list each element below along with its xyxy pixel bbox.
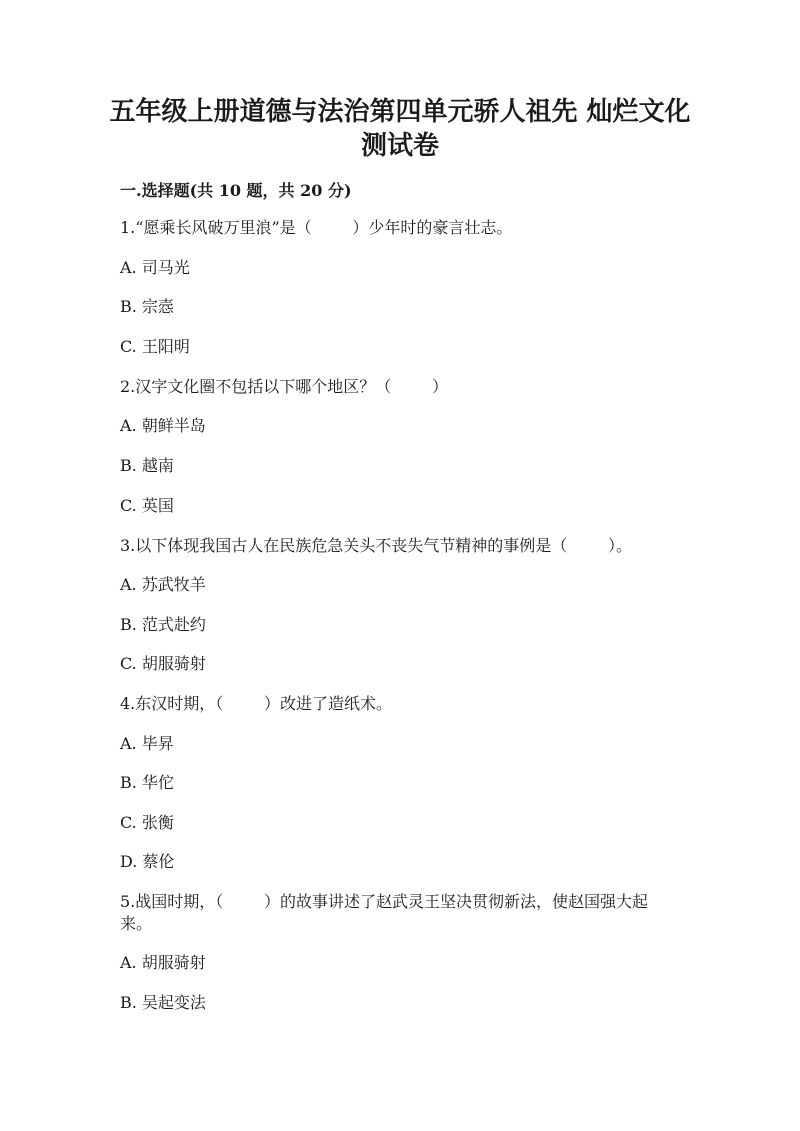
question-3-stem: 3.以下体现我国古人在民族危急关头不丧失气节精神的事例是（ ）。 bbox=[120, 536, 632, 555]
question-4-stem: 4.东汉时期，（ ）改进了造纸术。 bbox=[120, 694, 392, 713]
question-3-option-b: B. 范式赴约 bbox=[120, 615, 206, 634]
question-5-option-b: B. 吴起变法 bbox=[120, 993, 206, 1012]
section-heading: 一.选择题(共 10 题，共 20 分) bbox=[120, 181, 352, 200]
question-1-option-b: B. 宗悫 bbox=[120, 297, 174, 316]
question-4-option-c: C. 张衡 bbox=[120, 813, 174, 832]
question-1-option-c: C. 王阳明 bbox=[120, 337, 190, 356]
question-5-stem-continued: 来。 bbox=[120, 914, 153, 933]
page-title: 五年级上册道德与法治第四单元骄人祖先 灿烂文化 bbox=[109, 97, 691, 127]
question-4-option-a: A. 毕昇 bbox=[120, 734, 174, 753]
question-5-option-a: A. 胡服骑射 bbox=[120, 953, 206, 972]
page-title-line2: 测试卷 bbox=[360, 131, 439, 161]
question-2-option-a: A. 朝鲜半岛 bbox=[120, 416, 206, 435]
question-2-option-b: B. 越南 bbox=[120, 456, 174, 475]
question-1-stem: 1.“愿乘长风破万里浪”是（ ）少年时的豪言壮志。 bbox=[120, 218, 513, 237]
question-3-option-c: C. 胡服骑射 bbox=[120, 654, 206, 673]
question-1-option-a: A. 司马光 bbox=[120, 258, 190, 277]
question-2-stem: 2.汉字文化圈不包括以下哪个地区？（ ） bbox=[120, 377, 448, 396]
question-4-option-b: B. 华佗 bbox=[120, 773, 174, 792]
question-5-stem: 5.战国时期，（ ）的故事讲述了赵武灵王坚决贯彻新法，使赵国强大起 bbox=[120, 892, 648, 911]
question-2-option-c: C. 英国 bbox=[120, 496, 174, 515]
question-3-option-a: A. 苏武牧羊 bbox=[120, 575, 206, 594]
question-4-option-d: D. 蔡伦 bbox=[120, 852, 175, 871]
